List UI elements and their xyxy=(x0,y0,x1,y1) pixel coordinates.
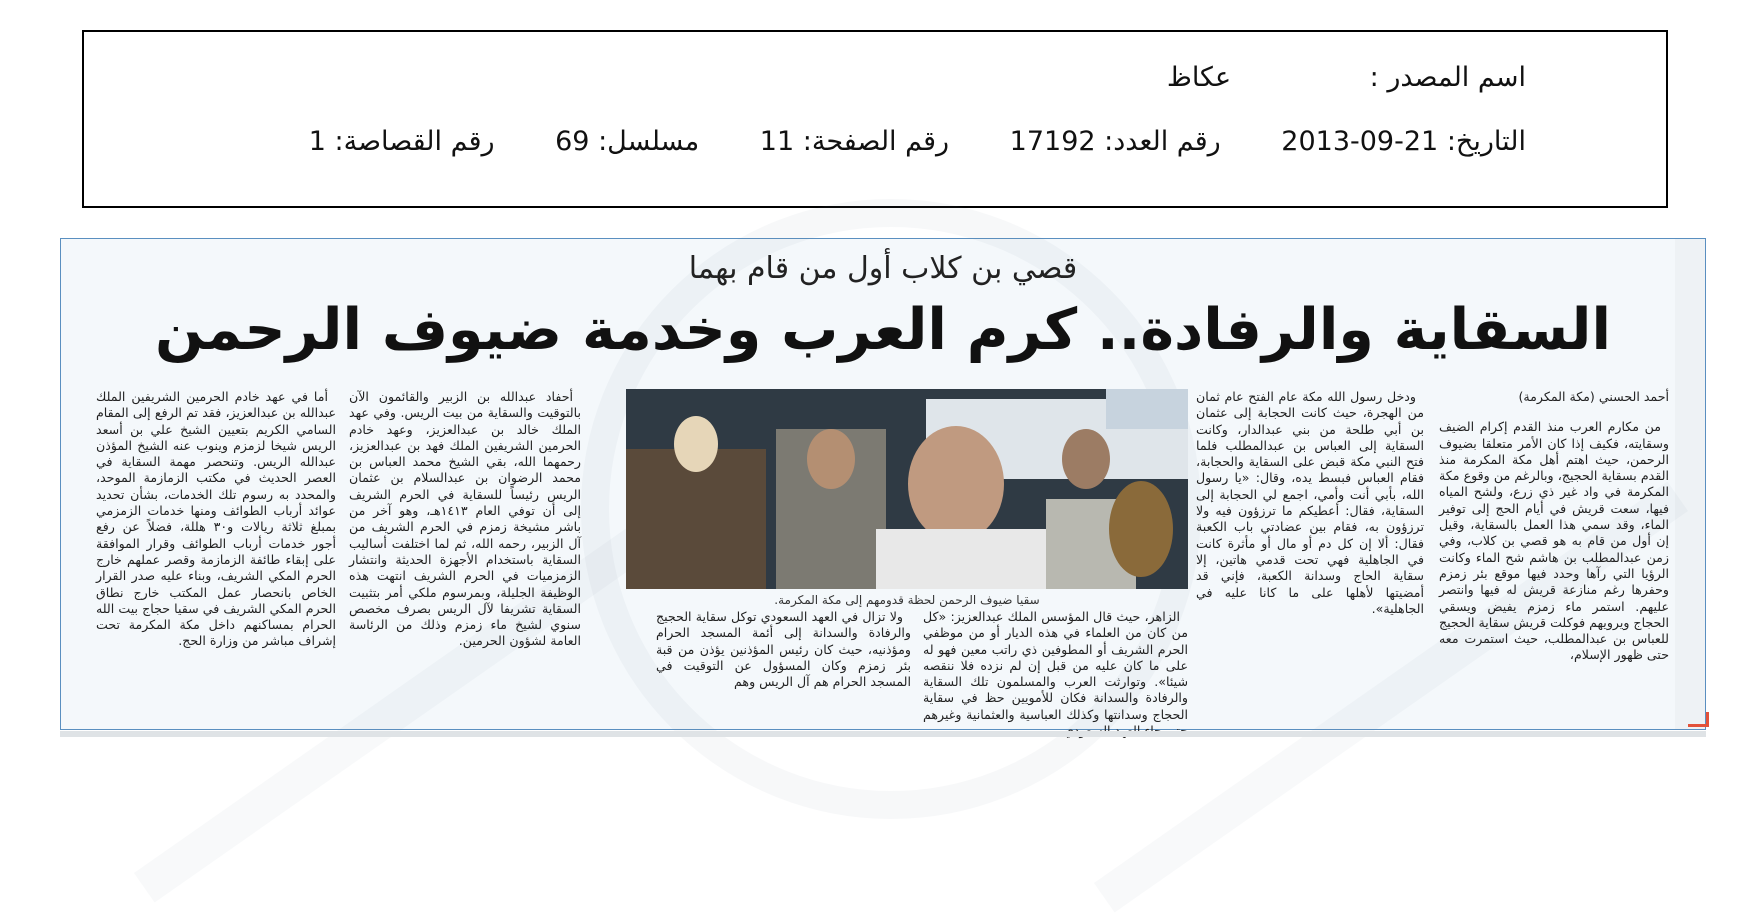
serial-value: 69 xyxy=(555,126,590,157)
bottom-rule xyxy=(60,731,1706,737)
article-photo xyxy=(626,389,1188,589)
serial-label: مسلسل: xyxy=(598,126,700,157)
article-kicker: قصي بن كلاب أول من قام بهما xyxy=(688,251,1078,286)
column-text: أما في عهد خادم الحرمين الشريفين الملك عبدالله بن عبدالعزيز، فقد تم الرفع إلى المقام السامي الكريم بتعيين الشيخ علي بن أسعد الريس شيخا لزمزم وينوب عنه الشيخ المؤذن عبدالله الريس. وتنحصر مهمة السقاية في العصر الحديث في مكتب الزمازمة الموحد، والمحدد به رسوم تلك الخدمات، بشأن تحديد عوائد أرباب الطوائف ومنها خدمات الزمزمي بمبلغ ثلاثة ريالات و٣٠ هللة، فضلاً عن رفع أجور خدمات أرباب الطوائف وقرار الموافقة على إبقاء طائفة الزمازمة وقصر عملهم خارج الحرم المكي الشريف، وبناء عليه صدر القرار الخاص بانحصار عمل المكتب خارج نطاق الحرم المكي الشريف في سقيا حجاج بيت الله الحرام بمساكنهم داخل مكة المكرمة تحت إشراف مباشر من وزارة الحج. xyxy=(96,389,336,649)
article-headline: السقاية والرفادة.. كرم العرب وخدمة ضيوف الرحمن xyxy=(155,297,1611,363)
clip-number-value: 1 xyxy=(308,126,326,157)
serial-field xyxy=(555,126,699,157)
article-column-4 xyxy=(96,389,336,714)
article-column-1 xyxy=(1439,389,1669,714)
column-text: ولا تزال في العهد السعودي توكل سقاية الحجيج والرفادة والسدانة إلى أئمة المسجد الحرام ومؤذنيه، حيث كان رئيس المؤذنين يؤذن من قبة بئر زمزم وكان المسؤول عن التوقيت في المسجد الحرام هم آل الريس وهم xyxy=(656,609,911,690)
source-line xyxy=(1167,62,1526,93)
issue-value: 17192 xyxy=(1009,126,1096,157)
clip-number-label: رقم القصاصة: xyxy=(334,126,495,157)
details-line xyxy=(309,126,1526,157)
issue-label: رقم العدد: xyxy=(1104,126,1221,157)
column-text: ودخل رسول الله مكة عام الفتح عام ثمان من الهجرة، حيث كانت الحجابة إلى عثمان بن أبي طلحة من بني عبدالدار، وكانت السقاية إلى العباس بن عبدالمطلب فلما فتح النبي مكة قبض على السقاية والحجابة، فقام العباس فبسط يده، وقال: «يا رسول الله، بأبي أنت وأمي، اجمع لي الحجابة إلى السقاية، فقال: أعطيكم ما ترزؤون فيه ولا ترزؤون به، فقام بين عضادتي باب الكعبة فقال: ألا إن كل دم أو مال أو مأثرة كانت في الجاهلية فهي تحت قدمي هاتين، إلا سقاية الحاج وسدانة الكعبة، فإني قد أمضيتها لأهلها على ما كانا عليه في الجاهلية». xyxy=(1196,389,1424,616)
clip-number-field xyxy=(309,126,495,157)
article-column-3 xyxy=(349,389,581,714)
page-field xyxy=(760,126,949,157)
article-byline: أحمد الحسني (مكة المكرمة) xyxy=(1518,389,1669,404)
date-value: 2013-09-21 xyxy=(1281,126,1439,157)
photo-caption: سقيا ضيوف الرحمن لحظة قدومهم إلى مكة المكرمة. xyxy=(774,593,1040,607)
clip-corner-mark xyxy=(1688,712,1709,727)
date-field xyxy=(1281,126,1526,157)
article-column-5 xyxy=(923,609,1188,722)
date-label: التاريخ: xyxy=(1446,126,1526,157)
column-text: الزاهر، حيث قال المؤسس الملك عبدالعزيز: «كل من كان من العلماء في هذه الديار أو من موظفي الحرم الشريف أو المطوفين ذي راتب معين فهو له على ما كان عليه من قبل إن لم نزده فلا ننقصه شيئا». وتوارثت العرب والمسلمون تلك السقاية والرفادة والسدانة فكان للأمويين حظ في سقاية الحجاج وسدانتها وكذلك العباسية والعثمانية وغيرهم xyxy=(923,609,1188,722)
column-text: أحفاد عبدالله بن الزبير والقائمون الآن بالتوقيت والسقاية من بيت الريس. وفي عهد الملك خالد بن عبدالعزيز، وعهد خادم الحرمين الشريفين الملك فهد بن عبدالعزيز، رحمهما الله، بقي الشيخ محمد العباس بن محمد الرضوان بن عبدالسلام بن عثمان الريس رئيساً للسقاية في الحرم الشريف إلى أن توفي العام ١٤١٣هـ، وهو آخر من باشر مشيخة زمزم في الحرم الشريف من آل الزبير، رحمه الله، ثم لما اختلفت أساليب السقاية باستخدام الأجهزة الحديثة وانتشار الزمزميات في الحرم الشريف انتهت هذه الوظيفة الجليلة، وبمرسوم ملكي أمر بتثبيت السقاية تشريفا لآل الريس بصرف مخصص سنوي لشيخ ماء زمزم وذلك من الرئاسة العامة لشؤون الحرمين. xyxy=(349,389,582,649)
newspaper-clipping xyxy=(60,238,1706,730)
page-value: 11 xyxy=(759,126,795,157)
article-column-2 xyxy=(1196,389,1424,714)
source-value: عكاظ xyxy=(1166,62,1232,93)
article-column-6 xyxy=(656,609,911,719)
source-label: اسم المصدر : xyxy=(1369,62,1526,93)
issue-field xyxy=(1010,126,1221,157)
clip-metadata-box xyxy=(82,30,1668,208)
column-text: من مكارم العرب منذ القدم إكرام الضيف وسقايته، فكيف إذا كان الأمر متعلقا بضيوف الرحمن، حيث اهتم أهل مكة المكرمة منذ القدم بسقاية الحجيج، وبالرغم من وقوع مكة المكرمة في واد غير ذي زرع، ولشح المياه فيها، سعت قريش في أيام الحج إلى توفير الماء، وقد سمي هذا العمل بالسقاية، وقيل إن أول من قام به هو قصي بن كلاب، وفي زمن عبدالمطلب بن هاشم شح الماء وكانت الرؤيا التي رآها وحدد فيها موقع بئر زمزم وحفرها رغم منازعة قريش له فيها وانتصر عليهم. استمر ماء زمزم يفيض ويسقي الحجاج ويرويهم فوكلت قريش سقاية الحجيج للعباس بن عبدالمطلب، حيث استمرت معه حتى ظهور الإسلام، xyxy=(1438,419,1669,663)
page-label: رقم الصفحة: xyxy=(802,126,950,157)
